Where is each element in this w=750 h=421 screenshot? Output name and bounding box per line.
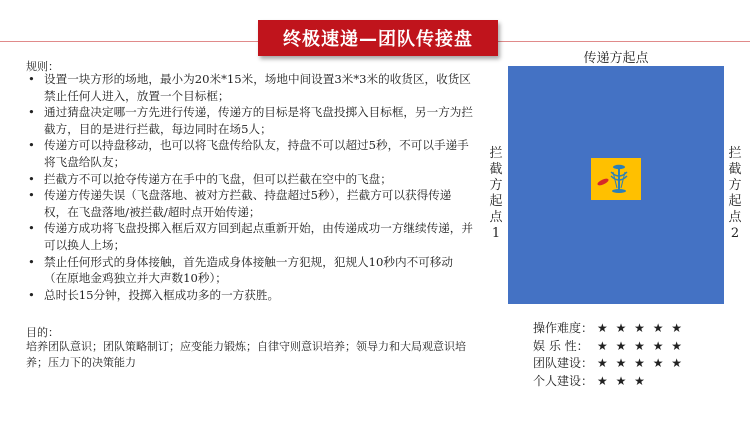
rule-item: • 设置一块方形的场地，最小为20米*15米，场地中间设置3米*3米的收货区，收货区禁止任何人进入，放置一个目标框；: [28, 71, 474, 104]
header-rule-left: [0, 41, 258, 42]
rule-item: • 禁止任何形式的身体接触，首先造成身体接触一方犯规，犯规人10秒内不可移动（在原地金鸡独立并大声数10秒）；: [28, 254, 474, 287]
star-rating-icon: ★ ★ ★ ★ ★: [597, 321, 685, 335]
rating-row: [533, 338, 684, 356]
purpose-heading: 目的：: [26, 326, 59, 339]
rating-table: [533, 320, 684, 390]
rating-label: 操作难度：: [533, 321, 594, 335]
page-title: 终极速递—团队传接盘: [258, 20, 498, 56]
rating-label: 娱 乐 性：: [533, 338, 589, 353]
star-rating-icon: ★ ★ ★: [597, 373, 647, 388]
interceptor-start-2-label: 拦截方起点2: [728, 146, 742, 241]
rules-list: [28, 71, 474, 303]
rating-label: 个人建设：: [533, 373, 594, 388]
rating-row: [533, 320, 684, 338]
rules-heading: 规则：: [26, 60, 59, 73]
rule-item: • 通过猜盘决定哪一方先进行传递，传递方的目标是将飞盘投掷入目标框，另一方为拦截方，目的是进行拦截，每边同时在场5人；: [28, 104, 474, 137]
star-rating-icon: ★ ★ ★ ★ ★: [597, 338, 685, 353]
target-zone: [591, 158, 641, 200]
rating-row: [533, 373, 684, 391]
interceptor-start-1-label: 拦截方起点1: [489, 146, 503, 241]
rating-label: 团队建设：: [533, 356, 594, 370]
header-rule-right: [498, 41, 750, 42]
purpose-text: 培养团队意识；团队策略制订；应变能力锻炼；自律守则意识培养；领导力和大局观意识培养；压力下的决策能力: [26, 340, 466, 369]
star-rating-icon: ★ ★ ★ ★ ★: [597, 356, 685, 370]
rating-row: [533, 355, 684, 373]
rule-item: • 传递方可以持盘移动，也可以将飞盘传给队友，持盘不可以超过5秒，不可以手递手将飞盘给队友；: [28, 137, 474, 170]
rule-item: • 传递方成功将飞盘投掷入框后双方回到起点重新开始，由传递成功一方继续传递，并可以换人上场；: [28, 220, 474, 253]
rule-item: • 传递方传递失误（飞盘落地、被对方拦截、持盘超过5秒），拦截方可以获得传递权，在飞盘落地/被拦截/超时点开始传递；: [28, 187, 474, 220]
frisbee-goal-icon: [591, 158, 641, 200]
passer-start-label: 传递方起点: [583, 51, 649, 66]
rule-item: • 总时长15分钟，投掷入框成功多的一方获胜。: [28, 287, 474, 304]
rule-item: • 拦截方不可以抢夺传递方在手中的飞盘，但可以拦截在空中的飞盘；: [28, 171, 474, 188]
